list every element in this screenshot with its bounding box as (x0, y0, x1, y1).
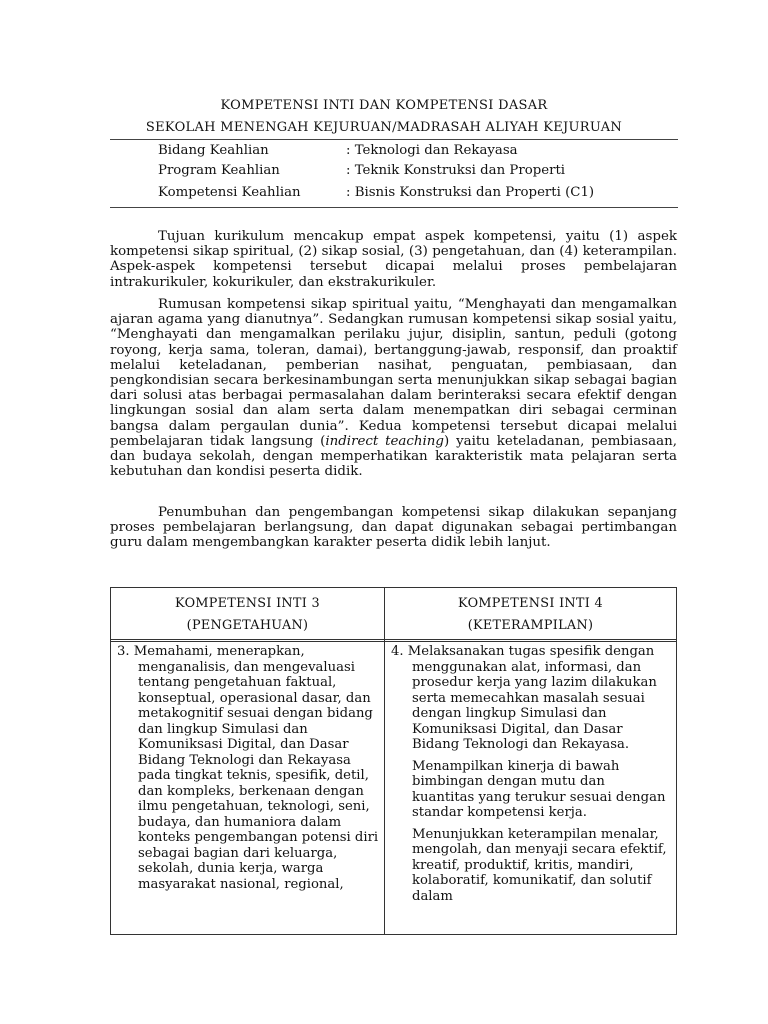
table-cell-ki3 (117, 644, 379, 892)
meta-value: : Bisnis Konstruksi dan Properti (C1) (346, 185, 595, 200)
document-subtitle: SEKOLAH MENENGAH KEJURUAN/MADRASAH ALIYAH KEJURUAN (145, 120, 623, 135)
ki4-subparagraph: Menunjukkan keterampilan menalar, mengolah, dan menyaji secara efektif, kreatif, produktif, kritis, mandiri, kolaboratif, komunikatif, dan solutif dalam (412, 826, 667, 904)
paragraph-rumusan (110, 297, 677, 479)
ki3-item: 3. Memahami, menerapkan, menganalisis, dan mengevaluasi tentang pengetahuan faktual, konseptual, operasional dasar, dan metakognitif sesuai dengan bidang dan lingkup Simulasi dan Komuniksasi Digital, dan Dasar Bidang Teknologi dan Rekayasa pada tingkat teknis, spesifik, detil, dan kompleks, berkenaan dengan ilmu pengetahuan, teknologi, seni, budaya, dan humaniora dalam konteks pengembangan potensi diri sebagai bagian dari keluarga, sekolah, dunia kerja, warga masyarakat nasional, regional, (117, 644, 379, 892)
competency-table (110, 587, 677, 935)
table-header-ki4 (385, 593, 676, 637)
paragraph-text: ) yaitu keteladanan, pembiasaan, dan budaya sekolah, dengan memperhatikan karakteristik mata pelajaran serta kebutuhan dan kondisi peserta didik. (110, 433, 677, 480)
meta-value: : Teknik Konstruksi dan Properti (346, 163, 566, 178)
ki4-subparagraph: Menampilkan kinerja di bawah bimbingan dengan mutu dan kuantitas yang terukur sesuai dengan standar kompetensi kerja. (412, 758, 666, 820)
header-line: (PENGETAHUAN) (186, 618, 309, 633)
meta-label: Bidang Keahlian (158, 143, 269, 158)
meta-label: Program Keahlian (158, 163, 280, 178)
divider-bottom (110, 207, 678, 208)
header-line: (KETERAMPILAN) (467, 618, 594, 633)
header-line: KOMPETENSI INTI 3 (175, 596, 320, 611)
table-header-divider (111, 639, 676, 640)
ki4-item: 4. Melaksanakan tugas spesifik dengan menggunakan alat, informasi, dan prosedur kerja yang lazim dilakukan serta memecahkan masalah sesuai dengan lingkup Simulasi dan Komuniksasi Digital, dan Dasar Bidang Teknologi dan Rekayasa. (391, 644, 657, 752)
paragraph-text: Rumusan kompetensi sikap spiritual yaitu, “Menghayati dan mengamalkan ajaran agama yang dianutnya”. Sedangkan rumusan kompetensi sikap sosial yaitu, “Menghayati dan mengamalkan perilaku jujur, disiplin, santun, peduli (gotong royong, kerja sama, toleran, damai), bertanggung-jawab, responsif, dan proaktif melalui keteladanan, pemberian nasihat, penguatan, pembiasaan, dan pengkondisian secara berkesinambungan serta menunjukkan sikap sebagai bagian dari solusi atas berbagai permasalahan dalam berinteraksi secara efektif dengan lingkungan sosial dan alam serta dalam menempatkan diri sebagai cerminan bangsa dalam pergaulan dunia”. Kedua kompetensi tersebut dicapai melalui pembelajaran tidak langsung ( (110, 297, 677, 449)
document-title: KOMPETENSI INTI DAN KOMPETENSI DASAR (220, 98, 548, 113)
italic-term: indirect teaching (325, 433, 445, 449)
paragraph-tujuan: Tujuan kurikulum mencakup empat aspek kompetensi, yaitu (1) aspek kompetensi sikap spiritual, (2) sikap sosial, (3) pengetahuan, dan (4) keterampilan. Aspek-aspek kompetensi tersebut dicapai melalui proses pembelajaran intrakurikuler, kokurikuler, dan ekstrakurikuler. (110, 229, 677, 290)
table-header-ki3 (111, 593, 384, 637)
table-header-divider (111, 641, 676, 642)
header-line: KOMPETENSI INTI 4 (458, 596, 603, 611)
table-cell-ki4 (391, 644, 671, 904)
meta-value: : Teknologi dan Rekayasa (346, 143, 518, 158)
meta-label: Kompetensi Keahlian (158, 185, 301, 200)
divider-top (110, 139, 678, 140)
paragraph-penumbuhan: Penumbuhan dan pengembangan kompetensi sikap dilakukan sepanjang proses pembelajaran berlangsung, dan dapat digunakan sebagai pertimbangan guru dalam mengembangkan karakter peserta didik lebih lanjut. (110, 505, 677, 551)
